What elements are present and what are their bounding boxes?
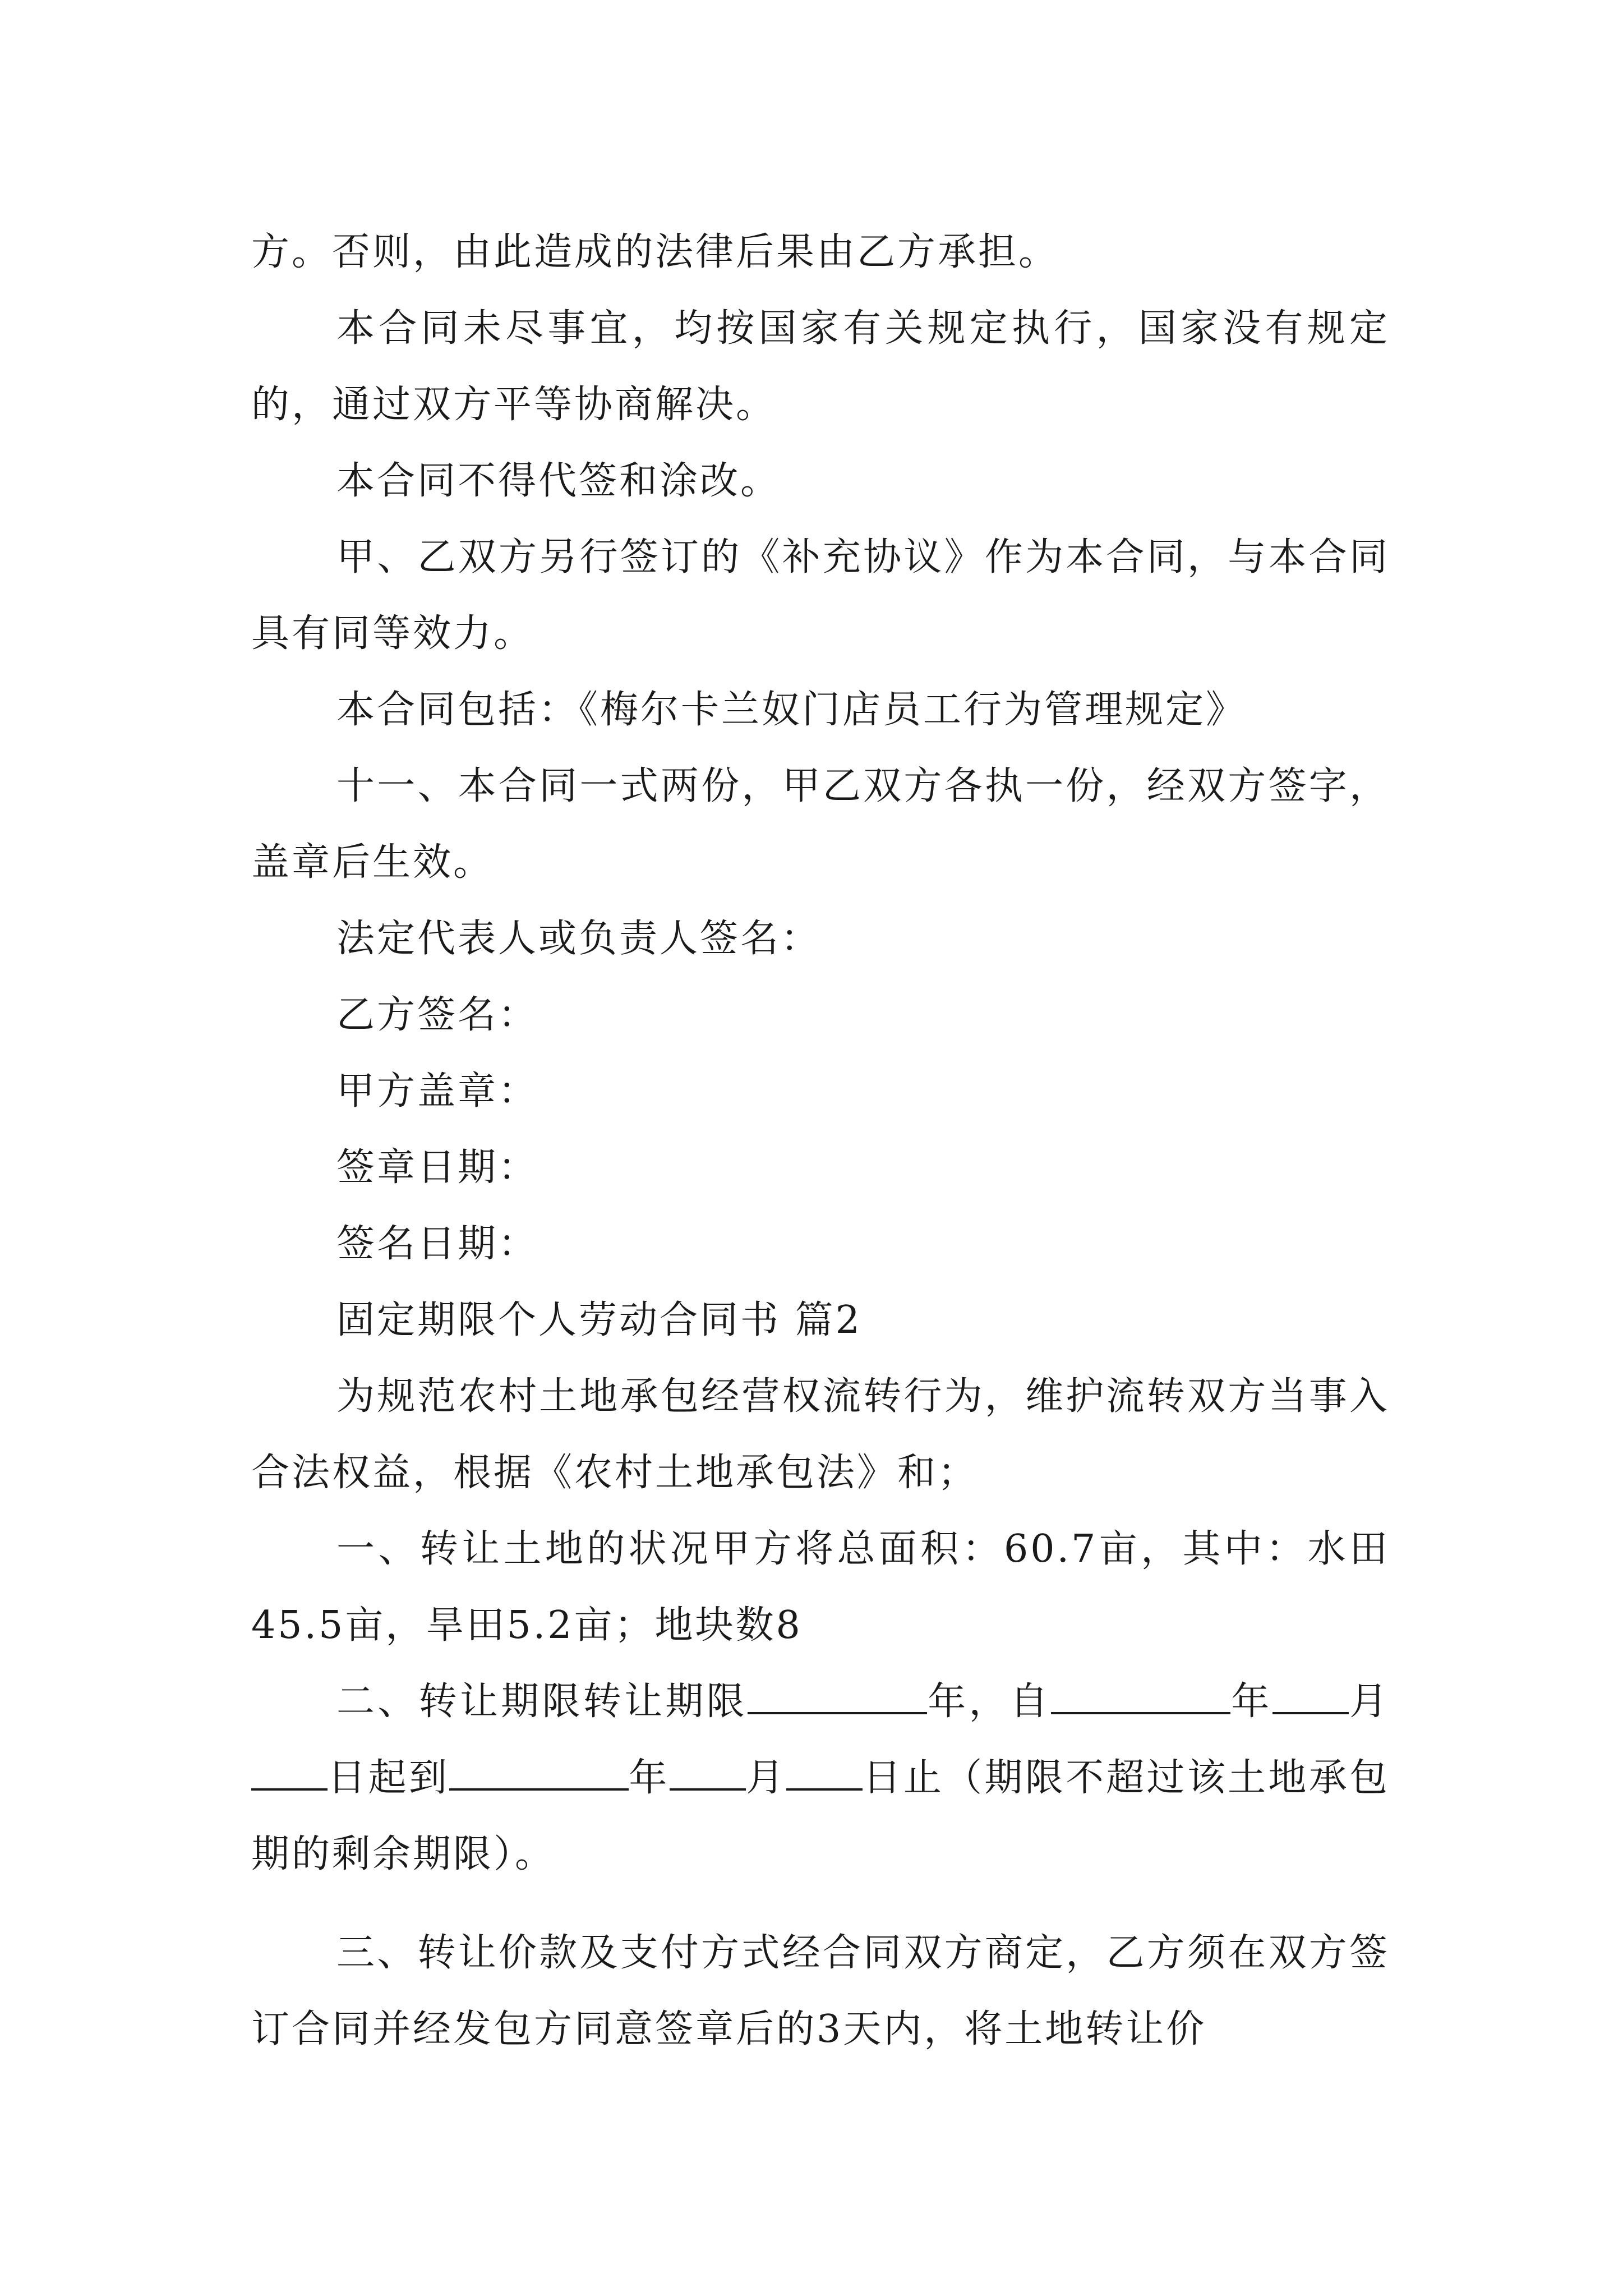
- signature-party-b: 乙方签名：: [336, 993, 539, 1037]
- paragraph-land-status: 一、转让土地的状况甲方将总面积：60.7亩，其中：水田45.5亩，旱田5.2亩；地块数8: [251, 1527, 1390, 1648]
- term-year-label-2: 年: [1230, 1680, 1272, 1724]
- term-years-blank[interactable]: [748, 1677, 927, 1714]
- paragraph-transfer-term: [251, 1664, 1390, 1893]
- seal-party-a: 甲方盖章：: [336, 1069, 539, 1114]
- paragraph-purpose: 为规范农村土地承包经营权流转行为，维护流转双方当事入合法权益，根据《农村土地承包法》和；: [251, 1374, 1390, 1495]
- term-month-label-2: 月: [745, 1756, 787, 1800]
- end-day-blank[interactable]: [786, 1754, 863, 1791]
- term-day-label-1: 日起到: [328, 1756, 450, 1800]
- term-prefix: 二、转让期限转让期限: [336, 1680, 748, 1724]
- paragraph-payment: 三、转让价款及支付方式经合同双方商定，乙方须在双方签订合同并经发包方同意签章后的3天内，将土地转让价: [251, 1931, 1390, 2051]
- signature-legal-representative: 法定代表人或负责人签名：: [336, 917, 822, 961]
- start-day-blank[interactable]: [251, 1754, 328, 1791]
- paragraph-unresolved-matters: 本合同未尽事宜，均按国家有关规定执行，国家没有规定的，通过双方平等协商解决。: [251, 306, 1390, 427]
- paragraph-continuation: 方。否则，由此造成的法律后果由乙方承担。: [251, 230, 1059, 274]
- term-month-label-1: 月: [1348, 1680, 1390, 1724]
- section-heading: 固定期限个人劳动合同书 篇2: [336, 1298, 862, 1342]
- paragraph-contract-includes: 本合同包括：《梅尔卡兰奴门店员工行为管理规定》: [336, 688, 1247, 732]
- term-year-label-1: 年，自: [926, 1680, 1052, 1724]
- term-day-label-2: 日止（期限不超过该土地承包期的剩余期限）。: [251, 1756, 1390, 1876]
- term-year-label-3: 年: [629, 1756, 670, 1800]
- end-month-blank[interactable]: [670, 1754, 746, 1791]
- end-year-blank[interactable]: [449, 1754, 629, 1791]
- signature-date: 签名日期：: [336, 1222, 539, 1266]
- start-year-blank[interactable]: [1051, 1677, 1230, 1714]
- paragraph-clause-eleven: 十一、本合同一式两份，甲乙双方各执一份，经双方签字，盖章后生效。: [251, 764, 1390, 885]
- seal-date: 签章日期：: [336, 1145, 539, 1190]
- document-body: [251, 214, 1390, 2068]
- start-month-blank[interactable]: [1272, 1677, 1349, 1714]
- paragraph-supplementary-agreement: 甲、乙双方另行签订的《补充协议》作为本合同，与本合同具有同等效力。: [251, 535, 1390, 656]
- paragraph-no-alteration: 本合同不得代签和涂改。: [336, 459, 781, 503]
